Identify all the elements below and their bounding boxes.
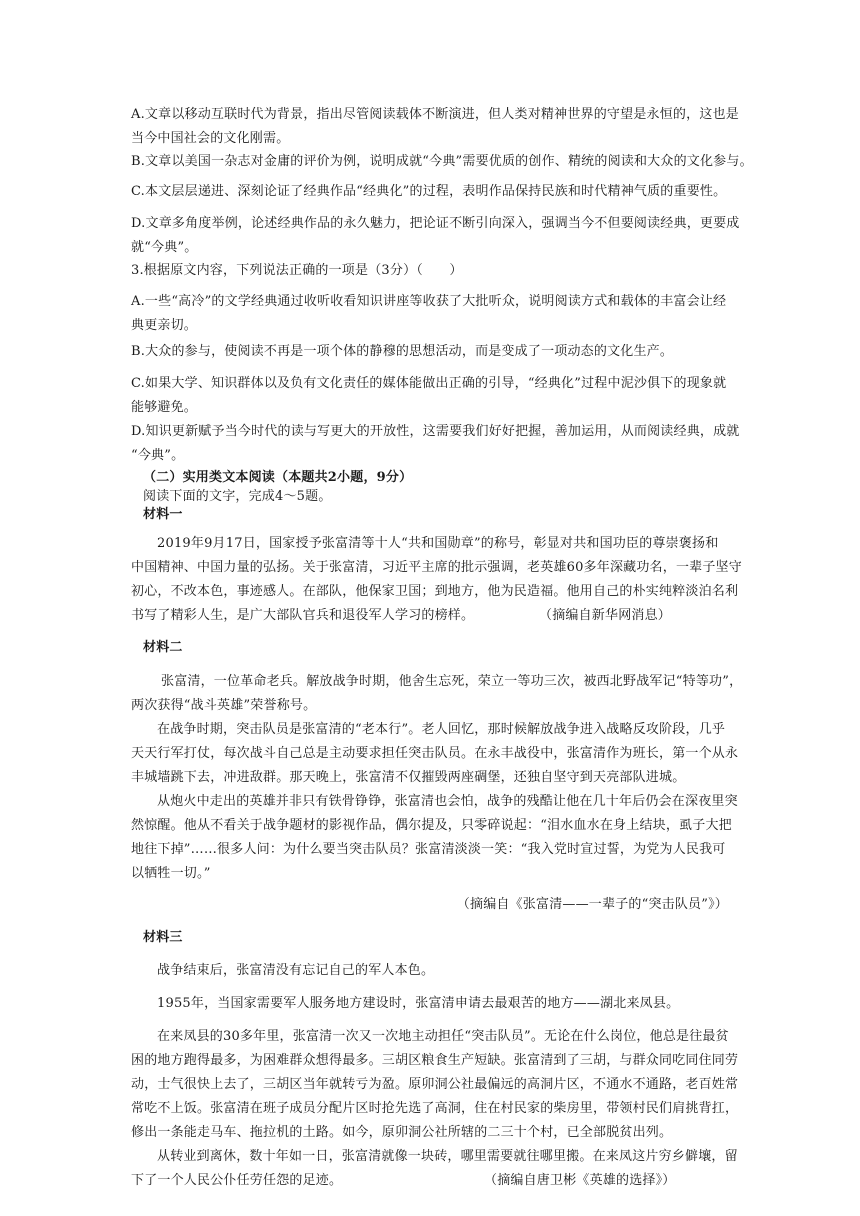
- text-line: 从炮火中走出的英雄并非只有铁骨铮铮，张富清也会怕，战争的残酷让他在几十年后仍会在深夜里突: [157, 794, 738, 809]
- text-line: （摘编自《张富清——一辈子的“突击队员”》）: [456, 897, 728, 912]
- text-line: 阅读下面的文字，完成4～5题。: [143, 489, 332, 504]
- text-line: 在战争时期，突击队员是张富清的“老本行”。老人回忆，那时候解放战争进入战略反攻阶段，几乎: [157, 722, 726, 737]
- text-line: 材料二: [143, 640, 183, 655]
- text-line: C.如果大学、知识群体以及负有文化责任的媒体能做出正确的引导，“经典化”过程中泥沙俱下的现象就: [131, 376, 727, 391]
- text-line: 下了一个人民公仆任劳任怨的足迹。: [131, 1173, 343, 1188]
- text-line: A.一些“高冷”的文学经典通过收听收看知识讲座等收获了大批听众，说明阅读方式和载体的丰富会让经: [131, 294, 727, 309]
- material-2-paragraph-3: [131, 790, 738, 886]
- text-line: 然惊醒。他从不看关于战争题材的影视作品，偶尔提及，只零碎说起：“泪水血水在身上结块，虱子大把: [131, 818, 732, 833]
- text-line: 两次获得“战斗英雄”荣誉称号。: [131, 698, 317, 713]
- text-line: 动，士气很快上去了，三胡区当年就转亏为盈。原卯洞公社最偏远的高洞片区，不通水不通路，老百姓常: [131, 1077, 739, 1092]
- text-line: 典更亲切。: [131, 318, 198, 333]
- text-line: 材料三: [143, 930, 183, 945]
- material-3-paragraph-3: [131, 1025, 738, 1145]
- text-line: 就“今典”。: [131, 240, 198, 255]
- q3-option-b: [131, 340, 673, 364]
- text-line: 常吃不上饭。张富清在班子成员分配片区时抢先选了高洞，住在村民家的柴房里，带领村民们肩挑背扛，: [131, 1101, 739, 1116]
- text-line: 3.根据原文内容，下列说法正确的一项是（3分）（ ）: [131, 263, 463, 278]
- text-line: B.文章以美国一杂志对金庸的评价为例，说明成就“今典”需要优质的创作、精统的阅读和大众的文化参与。: [131, 154, 753, 169]
- text-line: 修出一条能走马车、拖拉机的土路。如今，原卯洞公社所辖的二三十个村，已全部脱贫出列。: [131, 1125, 673, 1140]
- text-line: 中国精神、中国力量的弘扬。关于张富清，习近平主席的批示强调，老英雄60多年深藏功名，一辈子坚守: [131, 560, 742, 575]
- text-line: 能够避免。: [131, 400, 198, 415]
- q3-option-c: [131, 372, 726, 420]
- text-line: C.本文层层递进、深刻论证了经典作品“经典化”的过程，表明作品保持民族和时代精神气质的重要性。: [131, 184, 727, 199]
- text-line: 书写了精彩人生，是广大部队官兵和退役军人学习的榜样。: [131, 608, 475, 623]
- q3-stem: [131, 259, 463, 283]
- text-line: 以牺牲一切。”: [131, 866, 211, 881]
- material-2-title: [143, 636, 183, 660]
- material-1-title: [143, 505, 183, 524]
- q2-option-c: [131, 180, 726, 204]
- q2-option-d: [131, 212, 740, 260]
- material-2-paragraph-1: [131, 670, 742, 718]
- text-line: A.文章以移动互联时代为背景，指出尽管阅读载体不断演进，但人类对精神世界的守望是永恒的，这也是: [131, 107, 739, 122]
- text-line: 地往下掉”……很多人问：为什么要当突击队员？张富清淡淡一笑：“我入党时宣过誓，为党为人民我可: [131, 842, 726, 857]
- text-line: 丰城墙跳下去，冲进敌群。那天晚上，张富清不仅摧毁两座碉堡，还独自坚守到天亮部队进城。: [131, 770, 686, 785]
- material-2-source: [420, 893, 728, 917]
- text-line: 在来凤县的30多年里，张富清一次又一次地主动担任“突击队员”。无论在什么岗位，他总是往最贫: [157, 1029, 729, 1044]
- text-line: B.大众的参与，使阅读不再是一项个体的静穆的思想活动，而是变成了一项动态的文化生产。: [131, 344, 674, 359]
- text-line: D.文章多角度举例，论述经典作品的永久魅力，把论证不断引向深入，强调当今不但要阅读经典，更要成: [131, 216, 740, 231]
- material-3-paragraph-1: [157, 959, 434, 983]
- material-3-title: [143, 926, 183, 950]
- text-line: 材料一: [143, 507, 183, 522]
- material-1-source: [539, 604, 671, 628]
- q2-option-b: [131, 150, 753, 174]
- text-line: D.知识更新赋予当今时代的读与写更大的开放性，这需要我们好好把握，善加运用，从而阅读经典，成就: [131, 424, 740, 439]
- text-line: （摘编自新华网消息）: [539, 608, 672, 623]
- text-line: 战争结束后，张富清没有忘记自己的军人本色。: [157, 963, 435, 978]
- q3-option-d: [131, 420, 740, 468]
- q2-option-a: [131, 103, 739, 151]
- text-line: 1955年，当国家需要军人服务地方建设时，张富清申请去最艰苦的地方——湖北来凤县。: [157, 996, 680, 1011]
- text-line: 当今中国社会的文化刚需。: [131, 131, 290, 146]
- section-instruction: [143, 487, 332, 506]
- material-3-paragraph-2: [157, 992, 679, 1016]
- text-line: （摘编自唐卫彬《英雄的选择》）: [484, 1173, 676, 1188]
- text-line: 张富清，一位革命老兵。解放战争时期，他舍生忘死，荣立一等功三次，被西北野战军记“特等功”，: [161, 674, 743, 689]
- text-line: 2019年9月17日，国家授予张富清等十人“共和国勋章”的称号，彰显对共和国功臣的尊崇褒扬和: [157, 536, 719, 551]
- text-line: 困的地方跑得最多，为困难群众想得最多。三胡区粮食生产短缺。张富清到了三胡，与群众同吃同住同劳: [131, 1053, 739, 1068]
- material-2-paragraph-2: [131, 718, 738, 790]
- text-line: 从转业到离休，数十年如一日，张富清就像一块砖，哪里需要就往哪里搬。在来凤这片穷乡僻壤，留: [157, 1149, 738, 1164]
- material-3-source: [484, 1169, 676, 1193]
- text-line: “今典”。: [131, 448, 185, 463]
- text-line: （二）实用类文本阅读（本题共2小题，9分）: [143, 470, 413, 485]
- section-heading: [143, 468, 412, 487]
- text-line: 天天行军打仗，每次战斗自己总是主动要求担任突击队员。在永丰战役中，张富清作为班长，第一个从永: [131, 746, 739, 761]
- text-line: 初心，不改本色，事迹感人。在部队，他保家卫国；到地方，他为民造福。他用自己的朴实纯粹淡泊名利: [131, 584, 739, 599]
- q3-option-a: [131, 290, 726, 338]
